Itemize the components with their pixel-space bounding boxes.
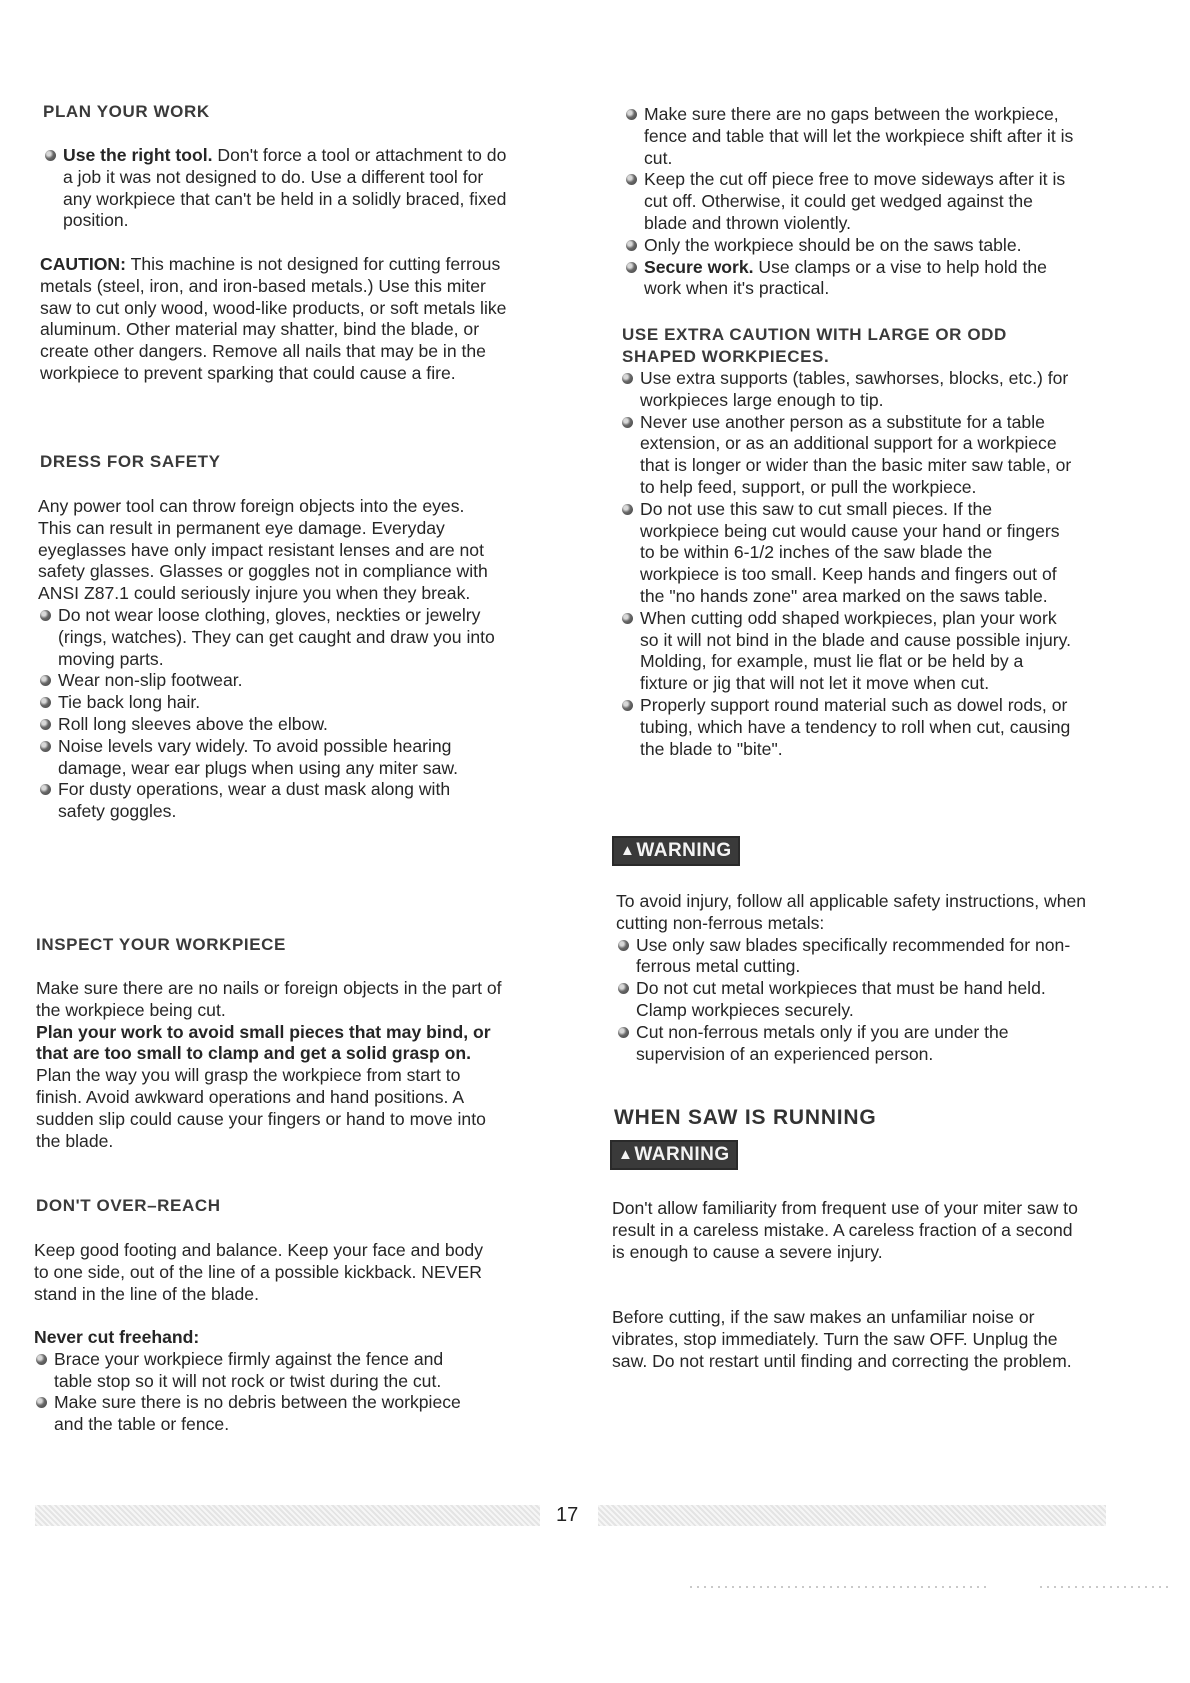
warning-badge-2 — [610, 1140, 738, 1170]
warning-triangle-icon: ▲ — [620, 842, 636, 859]
list-item: Roll long sleeves above the elbow. — [38, 714, 498, 736]
list-item: Brace your workpiece firmly against the fence and table stop so it will not rock or twist during the cut. — [34, 1349, 474, 1393]
footer-bar-left — [35, 1505, 540, 1526]
list-item: Make sure there is no debris between the workpiece and the table or fence. — [34, 1392, 474, 1436]
list-item: For dusty operations, wear a dust mask along with safety goggles. — [38, 779, 498, 823]
running-heading: WHEN SAW IS RUNNING — [614, 1106, 877, 1129]
plan-heading: PLAN YOUR WORK — [43, 102, 210, 121]
inspect-heading: INSPECT YOUR WORKPIECE — [36, 935, 286, 954]
list-item: Never use another person as a substitute for a table extension, or as an additional support for a workpiece that is longer or wider than the basic miter saw table, or to help feed, support, or pull the workpiece. — [620, 412, 1075, 499]
inspect-bold: Plan your work to avoid small pieces that may bind, or that are too small to clamp and get a solid grasp on. — [36, 1021, 491, 1064]
warning-label: WARNING — [636, 840, 732, 861]
warning-badge — [612, 836, 740, 866]
plan-bullet — [43, 145, 513, 232]
right-top-bullets — [624, 104, 1074, 300]
page-number: 17 — [556, 1504, 579, 1526]
footer-bar-right — [598, 1505, 1106, 1526]
dress-heading: DRESS FOR SAFETY — [40, 452, 221, 471]
inspect-section — [36, 978, 502, 1152]
caution-paragraph — [40, 254, 518, 385]
nonferrous-section — [616, 891, 1096, 1065]
list-item: Cut non-ferrous metals only if you are under the supervision of an experienced person. — [616, 1022, 1096, 1066]
scan-artifact-line-2 — [1040, 1586, 1170, 1588]
list-item: Tie back long hair. — [38, 692, 498, 714]
plan-bullet-bold: Use the right tool. — [63, 145, 213, 165]
list-item — [624, 257, 1074, 301]
plan-bullet-text: Don't force a tool or attachment to do a job it was not designed to do. Use a different tool for any workpiece that can't be held in a solidly braced, fixed position. — [63, 145, 507, 231]
scan-artifact-line — [690, 1586, 990, 1588]
dress-intro: Any power tool can throw foreign objects into the eyes. This can result in permanent eye damage. Everyday eyeglasses have only impact resistant lenses and are not safety glasses. Glasses or goggles not in compliance with ANSI Z87.1 could seriously injure you when they break. — [38, 496, 488, 604]
inspect-text-1: Make sure there are no nails or foreign objects in the part of the workpiece being cut. — [36, 978, 502, 1020]
list-item: Wear non-slip footwear. — [38, 670, 498, 692]
list-item: Only the workpiece should be on the saws table. — [624, 235, 1074, 257]
caution-text: This machine is not designed for cutting ferrous metals (steel, iron, and iron-based metals.) Use this miter saw to cut only wood, wood-like products, or soft metals like aluminum. Other material may shatter, bind the blade, or create other dangers. Remove all nails that may be in the workpiece to prevent sparking that could cause a fire. — [40, 254, 507, 383]
list-item: Do not wear loose clothing, gloves, neckties or jewelry (rings, watches). They can get caught and draw you into moving parts. — [38, 605, 498, 670]
list-item: Keep the cut off piece free to move sideways after it is cut off. Otherwise, it could get wedged against the blade and thrown violently. — [624, 169, 1074, 234]
inspect-text-2: Plan the way you will grasp the workpiece from start to finish. Avoid awkward operations and hand positions. A sudden slip could cause your fingers or hand to move into the blade. — [36, 1065, 486, 1151]
freehand-section — [34, 1327, 474, 1436]
warning-label-2: WARNING — [634, 1144, 730, 1165]
nonferrous-intro: To avoid injury, follow all applicable safety instructions, when cutting non-ferrous metals: — [616, 891, 1087, 933]
warning-triangle-icon: ▲ — [618, 1146, 634, 1163]
secure-text: Use clamps or a vise to help hold the work when it's practical. — [644, 256, 1047, 299]
list-item: When cutting odd shaped workpieces, plan your work so it will not bind in the blade and cause possible injury. Molding, for example, must lie flat or be held by a fixture or jig that will not let it move when cut. — [620, 608, 1075, 695]
list-item: Properly support round material such as dowel rods, or tubing, which have a tendency to roll when cut, causing the blade to "bite". — [620, 695, 1075, 760]
large-bullets — [620, 368, 1075, 760]
list-item: Use extra supports (tables, sawhorses, blocks, etc.) for workpieces large enough to tip. — [620, 368, 1075, 412]
running-text-1: Don't allow familiarity from frequent use of your miter saw to result in a careless mistake. A careless fraction of a second is enough to cause a severe injury. — [612, 1198, 1078, 1262]
running-text-2: Before cutting, if the saw makes an unfamiliar noise or vibrates, stop immediately. Turn the saw OFF. Unplug the saw. Do not restart until finding and correcting the problem. — [612, 1307, 1072, 1371]
secure-bold: Secure work. — [644, 256, 754, 277]
list-item: Use only saw blades specifically recommended for non-ferrous metal cutting. — [616, 935, 1096, 979]
caution-label: CAUTION: — [40, 254, 127, 274]
list-item: Do not cut metal workpieces that must be hand held. Clamp workpieces securely. — [616, 978, 1096, 1022]
overreach-heading: DON'T OVER–REACH — [36, 1196, 221, 1215]
list-item: Make sure there are no gaps between the workpiece, fence and table that will let the workpiece shift after it is cut. — [624, 104, 1074, 169]
dress-section — [38, 496, 498, 823]
large-heading: USE EXTRA CAUTION WITH LARGE OR ODD SHAPED WORKPIECES. — [622, 325, 1007, 366]
overreach-text: Keep good footing and balance. Keep your face and body to one side, out of the line of a possible kickback. NEVER stand in the line of the blade. — [34, 1240, 483, 1304]
freehand-heading: Never cut freehand: — [34, 1327, 200, 1347]
list-item: Do not use this saw to cut small pieces. If the workpiece being cut would cause your hand or fingers to be within 6-1/2 inches of the saw blade the workpiece is too small. Keep hands and fingers out of the "no hands zone" area marked on the saws table. — [620, 499, 1075, 608]
list-item: Noise levels vary widely. To avoid possible hearing damage, wear ear plugs when using any miter saw. — [38, 736, 498, 780]
